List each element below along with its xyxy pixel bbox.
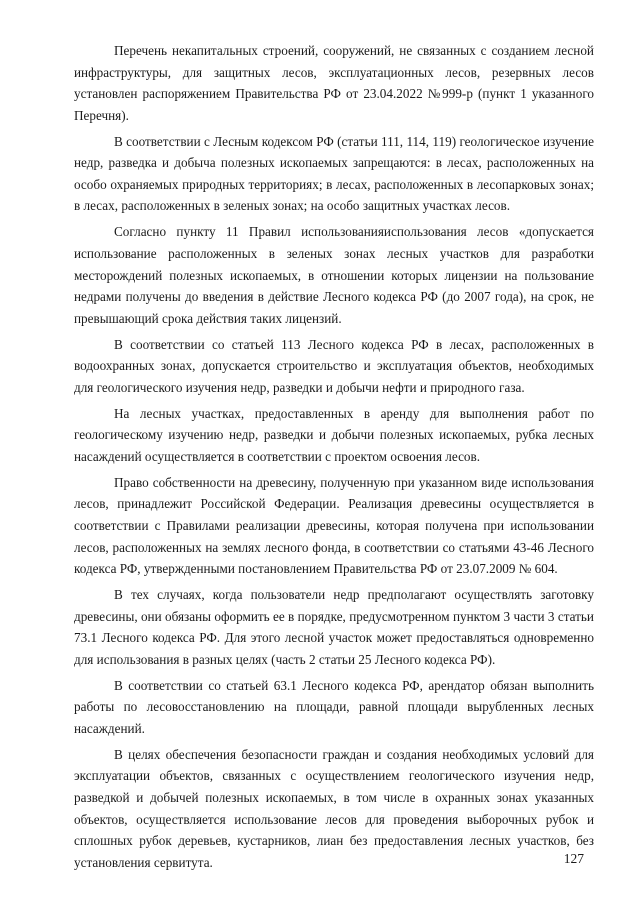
paragraph-leased-plots: На лесных участках, предоставленных в аренду для выполнения работ по геологическому изучению недр, разведки и добычи полезных ископаемых, рубка лесных насаждений осуществляется в соответствии с проектом освоения лесов. (74, 405, 594, 464)
paragraph-safety-felling: В целях обеспечения безопасности граждан и создания необходимых условий для эксплуатации объектов, связанных с осуществлением геологического изучения недр, разведкой и добычей полезных ископаемых, в том числе в охранных зонах указанных объектов, осуществляется использование лесов для проведения выборочных рубок и сплошных рубок деревьев, кустарников, лиан без предоставления лесных участков, без установления сервитута. (74, 746, 594, 870)
paragraph-reforestation: В соответствии со статьей 63.1 Лесного кодекса РФ, арендатор обязан выполнить работы по лесовосстановлению на площади, равной площади вырубленных лесных насаждений. (74, 677, 594, 736)
paragraph-wood-ownership: Право собственности на древесину, полученную при указанном виде использования лесов, принадлежит Российской Федерации. Реализация древесины осуществляется в соответствии с Правилами реализации древесины, которая получена при использовании лесов, расположенных на землях лесного фонда, в соответствии со статьями 43-46 Лесного кодекса РФ, утвержденными постановлением Правительства РФ от 23.07.2009 № 604. (74, 474, 594, 577)
paragraph-geological-prohibitions: В соответствии с Лесным кодексом РФ (статьи 111, 114, 119) геологическое изучение недр, разведка и добыча полезных ископаемых запрещаются: в лесах, расположенных на особо охраняемых природных территориях; в лесах, расположенных в лесопарковых зонах; в лесах, расположенных в зеленых зонах; на особо защитных участках лесов. (74, 133, 594, 214)
paragraph-wood-harvesting: В тех случаях, когда пользователи недр предполагают осуществлять заготовку древесины, они обязаны оформить ее в порядке, предусмотренном пунктом 3 части 3 статьи 73.1 Лесного кодекса РФ. Для этого лесной участок может предоставляться одновременно для использования в разных целях (часть 2 статьи 25 Лесного кодекса РФ). (74, 587, 594, 667)
page-number: 127 (563, 851, 584, 866)
paragraph-article-113: В соответствии со статьей 113 Лесного кодекса РФ в лесах, расположенных в водоохранных зонах, допускается строительство и эксплуатация объектов, необходимых для геологического изучения недр, разведки и добычи нефти и природного газа. (74, 336, 594, 395)
paragraph-noncapital-structures: Перечень некапитальных строений, сооружений, не связанных с созданием лесной инфраструктуры, для защитных лесов, эксплуатационных лесов, резервных лесов установлен распоряжением Правительства РФ от 23.04.2022 №999-р (пункт 1 указанного Перечня). (74, 43, 594, 123)
paragraph-rule-11: Согласно пункту 11 Правил использованияиспользования лесов «допускается использование расположенных в зеленых зонах лесных участков для разработки месторождений полезных ископаемых, в отношении которых лицензии на пользование недрами получены до введения в действие Лесного кодекса РФ (до 2007 года), на срок, не превышающий срока действия таких лицензий. (74, 224, 594, 326)
body-text (74, 40, 594, 878)
